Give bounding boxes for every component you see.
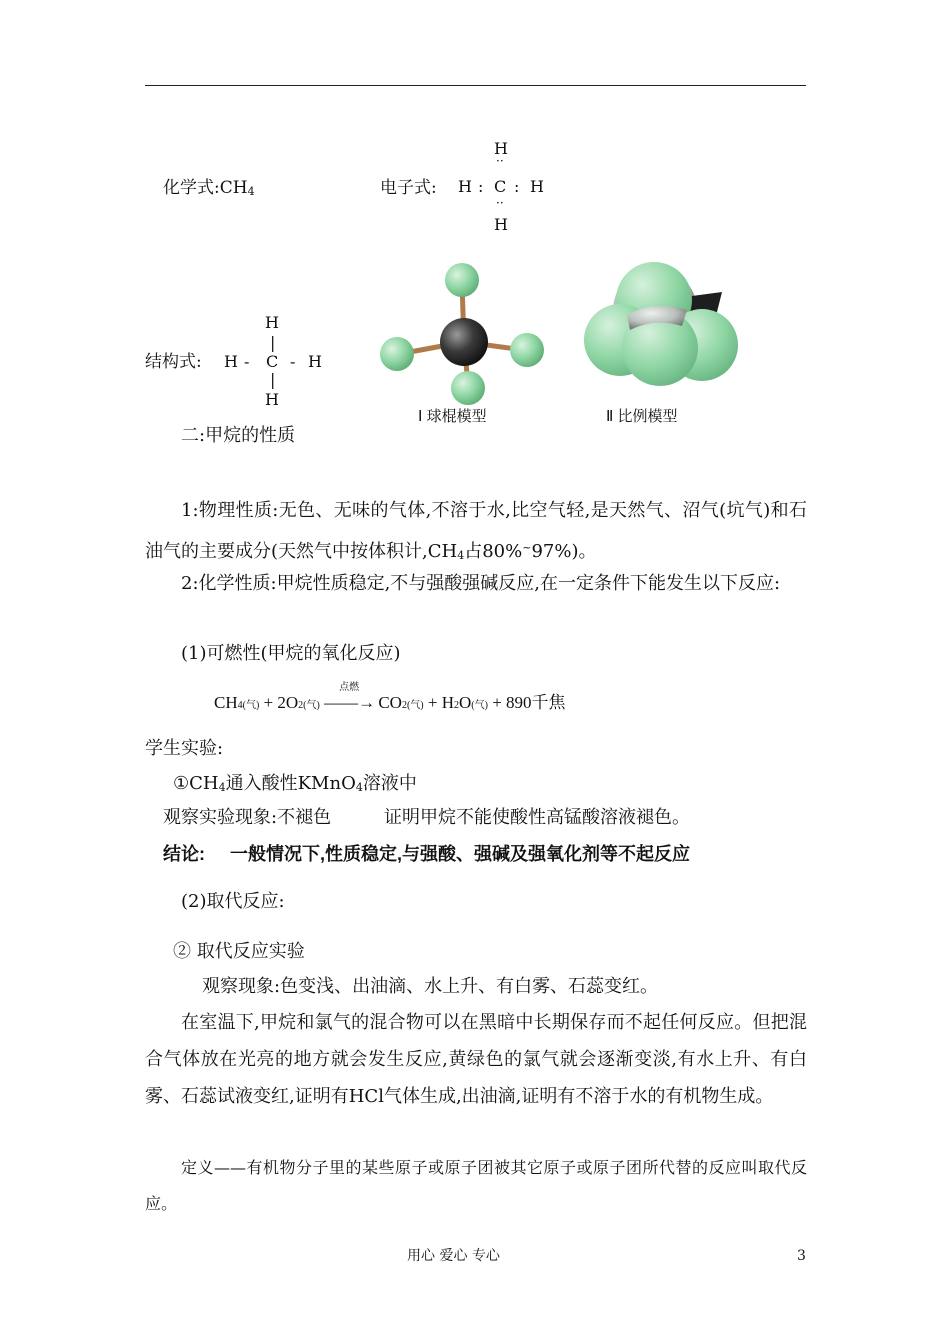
electron-c: C <box>494 177 507 196</box>
struct-h-left: H <box>224 352 238 371</box>
eq-condition: 点燃 <box>339 682 360 693</box>
substitution-paragraph: 在室温下,甲烷和氯气的混合物可以在黑暗中长期保存而不起任何反应。但把混合气体放在光亮的地方就会发生反应,黄绿色的氯气就会逐渐变淡,有水上升、有白雾、石蕊试液变红,证明有HCl气体生成,出油滴,证明有不溶于水的有机物生成。 <box>145 1012 807 1107</box>
hydrogen-atom-left <box>380 337 414 371</box>
eq-o2-sub: 2(气) <box>298 700 320 711</box>
eq-co2-sub: 2(气) <box>401 700 424 711</box>
substitution-observation: 观察现象:色变浅、出油滴、水上升、有白雾、石蕊变红。 <box>202 976 659 997</box>
exp-item-end: 溶液中 <box>362 773 417 794</box>
electron-bottom-dots: ·· <box>496 196 504 210</box>
eq-plus2: + H <box>427 693 455 712</box>
conclusion-label: 结论: <box>163 844 205 864</box>
chem-formula-label: 化学式: <box>163 178 220 198</box>
experiment-observation: 观察实验现象:不褪色 <box>163 807 332 828</box>
physical-text: 1:物理性质:无色、无味的气体,不溶于水,比空气轻,是天然气、沼气(坑气)和石油气的主要成分(天然气中按体积计,CH <box>145 500 807 562</box>
struct-bottom-h: H <box>265 390 279 409</box>
electron-h-left: H <box>458 177 472 196</box>
space-fill-label: Ⅱ 比例模型 <box>606 408 678 425</box>
eq-co2: CO <box>378 693 402 712</box>
header-rule <box>145 85 806 86</box>
struct-h-right: H <box>308 352 322 371</box>
structural-formula-label: 结构式: <box>145 352 202 372</box>
page-number: 3 <box>797 1248 806 1264</box>
struct-top-h: H <box>265 313 279 332</box>
physical-text-after: 占80% <box>464 541 523 562</box>
substitution-experiment: ② 取代反应实验 <box>173 941 305 962</box>
hydrogen-atom-top <box>445 263 479 297</box>
experiment-proof: 证明甲烷不能使酸性高锰酸溶液褪色。 <box>384 807 690 828</box>
carbon-atom <box>440 318 488 366</box>
ball-stick-label: Ⅰ 球棍模型 <box>418 408 487 425</box>
eq-plus1: + 2O <box>263 693 299 712</box>
eq-o-sub: (气) <box>471 700 488 711</box>
exp-item-sub: 4 <box>218 781 226 794</box>
electron-top-dots: ·· <box>496 154 504 168</box>
eq-o: O <box>459 693 472 712</box>
exp-item-mid: 通入酸性KMnO <box>225 773 356 794</box>
struct-dash-right: - <box>290 352 296 371</box>
physical-properties <box>145 492 807 574</box>
struct-bond-bottom: | <box>270 370 276 389</box>
electron-formula-label: 电子式: <box>380 178 437 198</box>
chem-formula <box>163 176 255 204</box>
electron-colon-right: : <box>514 177 520 196</box>
struct-dash-left: - <box>244 352 250 371</box>
footer-motto: 用心 爱心 专心 <box>407 1248 500 1264</box>
electron-bottom-h: H <box>494 215 508 234</box>
exp-item-prefix: ①CH <box>173 773 219 794</box>
physical-sub: 4 <box>457 549 465 562</box>
combustion-heading: (1)可燃性(甲烷的氧化反应) <box>181 643 401 664</box>
electron-h-right: H <box>530 177 544 196</box>
chem-formula-value: CH <box>219 178 248 198</box>
conclusion-text: 一般情况下,性质稳定,与强酸、强碱及强氧化剂等不起反应 <box>230 844 690 864</box>
substitution-heading: (2)取代反应: <box>181 891 285 912</box>
chem-formula-sub: 4 <box>247 185 255 198</box>
eq-h2o-sub: 2 <box>454 700 460 711</box>
hydrogen-atom-right <box>510 333 544 367</box>
struct-c: C <box>266 352 279 371</box>
combustion-equation <box>214 682 566 713</box>
exp-item-sub2: 4 <box>355 781 363 794</box>
chemical-properties: 2:化学性质:甲烷性质稳定,不与强酸强碱反应,在一定条件下能发生以下反应: <box>181 573 781 594</box>
ball-stick-model <box>372 258 562 408</box>
physical-text-end: 97%)。 <box>531 541 597 562</box>
student-experiment-item <box>173 772 417 800</box>
physical-tilde: ~ <box>522 541 532 554</box>
hydrogen-atom-bottom <box>451 371 485 405</box>
eq-ch4-sub: 4(气) <box>237 700 260 711</box>
eq-ch4: CH <box>214 693 238 712</box>
space-fill-model <box>582 260 742 390</box>
eq-energy: + 890千焦 <box>492 693 566 712</box>
eq-arrow <box>324 682 376 713</box>
electron-colon-left: : <box>478 177 484 196</box>
eq-arrow-glyph: ——→ <box>324 693 376 712</box>
struct-bond-top: | <box>270 333 276 352</box>
student-experiment-heading: 学生实验: <box>145 738 224 759</box>
section-heading: 二:甲烷的性质 <box>181 425 296 446</box>
electron-top-h: H <box>494 139 508 158</box>
substitution-definition: 定义——有机物分子里的某些原子或原子团被其它原子或原子团所代替的反应叫取代反应。 <box>145 1158 807 1213</box>
